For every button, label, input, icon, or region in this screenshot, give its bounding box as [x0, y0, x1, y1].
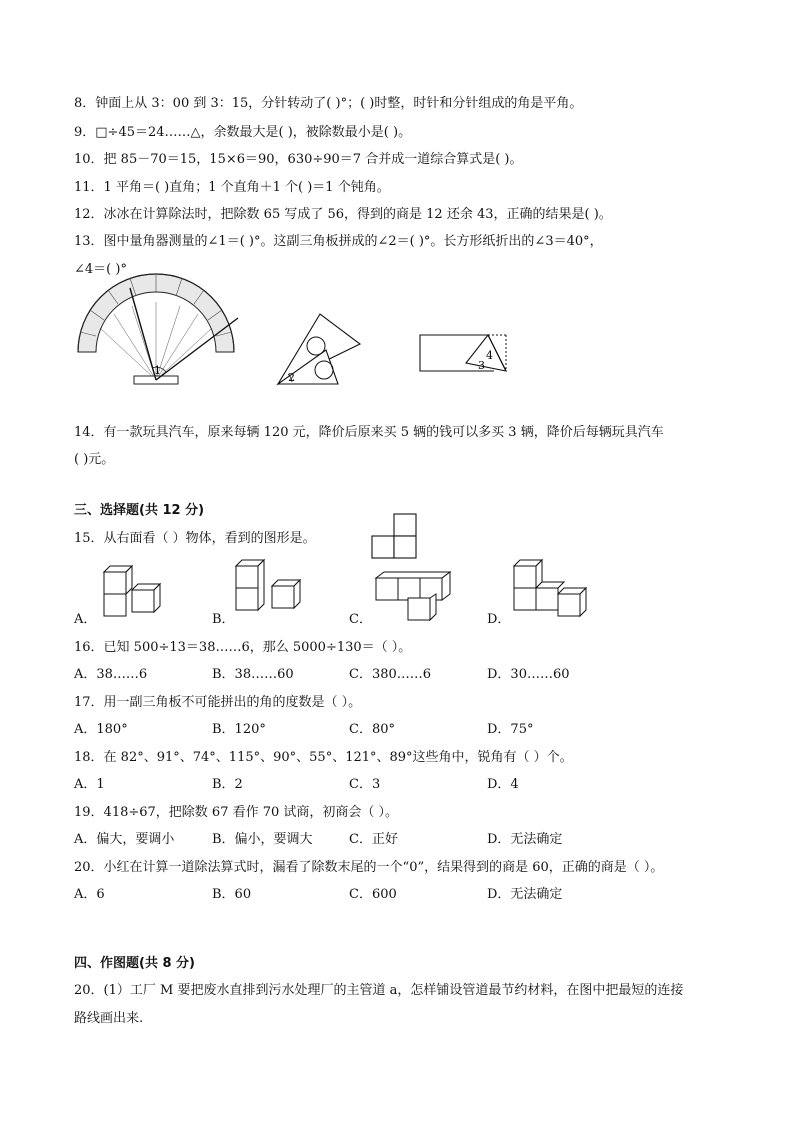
- cube-option-c: [372, 568, 460, 622]
- q16-option-d[interactable]: D．30……60: [487, 667, 570, 682]
- q20-option-b[interactable]: B．60: [212, 887, 252, 902]
- q19-option-c[interactable]: C．正好: [349, 832, 398, 847]
- question-20-choice: 20．小红在计算一道除法算式时，漏看了除数末尾的一个“0”，结果得到的商是 60，正确的商是（ ）。: [74, 860, 664, 875]
- q18-option-a[interactable]: A．1: [74, 777, 105, 792]
- q15-option-b[interactable]: B．: [212, 612, 235, 627]
- q15-option-a[interactable]: A．: [74, 612, 97, 627]
- q18-option-c[interactable]: C．3: [349, 777, 381, 792]
- angle-4-label: 4: [486, 349, 493, 362]
- q15-option-c[interactable]: C．: [349, 612, 372, 627]
- section-4-heading: 四、作图题(共 8 分): [74, 956, 195, 971]
- question-9: 9．□÷45＝24……△，余数最大是( )，被除数最小是( )。: [74, 125, 412, 140]
- question-14: 14．有一款玩具汽车，原来每辆 120 元，降价后原来买 5 辆的钱可以多买 3 辆，降价后每辆玩具汽车: [74, 425, 664, 440]
- set-square-figure: [272, 310, 372, 390]
- cube-option-b: [232, 556, 306, 622]
- q17-option-c[interactable]: C．80°: [349, 722, 395, 737]
- question-13: 13．图中量角器测量的∠1＝( )°。这副三角板拼成的∠2＝( )°。长方形纸折出的∠3＝40°，: [74, 234, 603, 249]
- question-18: 18．在 82°、91°、74°、115°、90°、55°、121°、89°这些角中，锐角有（ ）个。: [74, 750, 573, 765]
- q17-option-b[interactable]: B．120°: [212, 722, 266, 737]
- question-14-cont: ( )元。: [74, 452, 115, 467]
- cube-option-d: [510, 556, 592, 622]
- question-13-cont: ∠4＝( )°: [74, 262, 127, 277]
- question-10: 10．把 85－70＝15，15×6＝90，630÷90＝7 合并成一道综合算式是( )。: [74, 152, 523, 167]
- folded-rectangle-figure: [420, 333, 510, 373]
- q19-option-b[interactable]: B．偏小，要调大: [212, 832, 313, 847]
- q19-option-d[interactable]: D．无法确定: [487, 832, 563, 847]
- question-16: 16．已知 500÷13＝38……6，那么 5000÷130＝（ ）。: [74, 640, 412, 655]
- section-3-heading: 三、选择题(共 12 分): [74, 503, 205, 518]
- question-20-drawing-cont: 路线画出来.: [74, 1011, 144, 1026]
- question-20-drawing: 20．(1）工厂 M 要把废水直排到污水处理厂的主管道 a，怎样铺设管道最节约材料，在图中把最短的连接: [74, 983, 684, 998]
- question-15: 15．从右面看（ ）物体，看到的图形是。: [74, 531, 316, 546]
- q16-option-b[interactable]: B．38……60: [212, 667, 294, 682]
- protractor-figure: [70, 288, 240, 388]
- q15-option-d[interactable]: D．: [487, 612, 511, 627]
- angle-2-label: 2: [288, 371, 295, 384]
- q17-option-d[interactable]: D．75°: [487, 722, 534, 737]
- question-19: 19．418÷67，把除数 67 看作 70 试商，初商会（ ）。: [74, 805, 399, 820]
- question-17: 17．用一副三角板不可能拼出的角的度数是（ ）。: [74, 695, 362, 710]
- question-12: 12．冰冰在计算除法时，把除数 65 写成了 56，得到的商是 12 还余 43，正确的结果是( )。: [74, 207, 612, 222]
- q16-option-a[interactable]: A．38……6: [74, 667, 148, 682]
- angle-3-label: 3: [478, 359, 485, 372]
- q18-option-d[interactable]: D．4: [487, 777, 519, 792]
- angle-1-label: 1: [154, 364, 161, 377]
- question-11: 11．1 平角＝( )直角；1 个直角＋1 个( )＝1 个钝角。: [74, 180, 390, 195]
- angle-ray-1: [130, 288, 156, 380]
- q20-option-d[interactable]: D．无法确定: [487, 887, 563, 902]
- q17-option-a[interactable]: A．180°: [74, 722, 128, 737]
- q16-option-c[interactable]: C．380……6: [349, 667, 432, 682]
- side-view-target: [370, 513, 420, 559]
- q19-option-a[interactable]: A．偏大，要调小: [74, 832, 175, 847]
- q20-option-c[interactable]: C．600: [349, 887, 397, 902]
- q20-option-a[interactable]: A．6: [74, 887, 105, 902]
- question-8: 8．钟面上从 3：00 到 3：15，分针转动了( )°；( )时整，时针和分针组成的角是平角。: [74, 96, 583, 111]
- q18-option-b[interactable]: B．2: [212, 777, 243, 792]
- cube-option-a: [100, 562, 170, 618]
